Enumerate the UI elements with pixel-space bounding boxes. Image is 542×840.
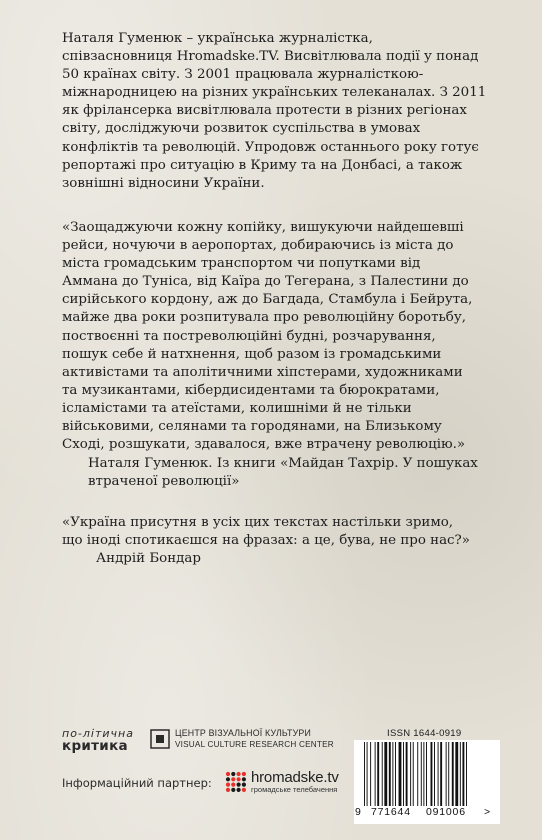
quote-line: «Заощаджуючи кожну копійку, вишукуючи найдешевші (62, 220, 464, 235)
hromadske-logo (225, 770, 339, 794)
hromadske-dot (237, 777, 241, 781)
barcode-digit-group: > (484, 806, 491, 818)
barcode-bar (382, 742, 383, 806)
barcode-bar (448, 742, 449, 806)
bio-line: міжнародницею на різних українських телеканалах. З 2011 (62, 85, 487, 101)
hromadske-dot (226, 788, 230, 792)
barcode-bar (403, 742, 404, 806)
barcode-bar (421, 742, 422, 806)
review-attribution: Андрій Бондар (96, 551, 201, 566)
barcode-bar (395, 742, 396, 806)
barcode-digit-group: 9 (355, 806, 361, 818)
barcode-bar (367, 742, 368, 806)
barcode-bar (462, 742, 464, 806)
hromadske-dot (242, 777, 246, 781)
hromadske-dot (226, 777, 230, 781)
barcode-bar (364, 742, 365, 806)
barcode-bars (362, 742, 480, 806)
barcode-bar (389, 742, 391, 806)
quote-line: «Україна присутня в усіх цих текстах настільки зримо, (62, 515, 454, 530)
barcode-digit-group: 091006 (426, 806, 466, 818)
hromadske-dot (226, 772, 230, 776)
quote-line: пошук себе й натхнення, щоб разом із громадськими (62, 346, 442, 362)
attribution-line: втраченої революції» (88, 474, 240, 490)
quote-line: ісламістами та атеїстами, колишніми й не тільки (62, 400, 412, 416)
hromadske-logo-subtitle: громадське телебачення (251, 785, 338, 794)
bio-line: конфліктів та революцій. Упродовж останнього року готує (62, 139, 479, 155)
cvk-mark-icon (150, 729, 170, 749)
barcode-bar (438, 742, 439, 806)
barcode-bar (431, 742, 433, 806)
quote-line: військовими, селянами та городянами, на Близькому (62, 419, 442, 435)
bio-line: Наталя Гуменюк – українська журналістка, (62, 31, 373, 46)
author-bio (62, 30, 522, 193)
barcode-bar (392, 742, 393, 806)
barcode-bar (413, 742, 414, 806)
bio-line: зовнішні відносини України. (62, 175, 265, 191)
hromadske-dot (231, 782, 235, 786)
barcode-bar (434, 742, 435, 806)
barcode-digit-group: 771644 (371, 806, 411, 818)
quote-line: майже два роки розпитувала про революційну боротьбу, (62, 310, 466, 326)
barcode-bar (375, 742, 376, 806)
publisher-logo-line2: критика (62, 738, 128, 754)
barcode-bar (460, 742, 461, 806)
book-excerpt-quote (62, 219, 522, 454)
barcode-bar (377, 742, 379, 806)
hromadske-dot (237, 788, 241, 792)
hromadske-dot (226, 782, 230, 786)
bio-line: світу, досліджуючи розвиток суспільства в умовах (62, 121, 421, 137)
barcode-bar (426, 742, 427, 806)
barcode-bar (452, 742, 454, 806)
quote-line: активістами та аполітичними хіпстерами, художниками (62, 364, 463, 380)
bio-line: як фрілансерка висвітлювала протести в різних регіонах (62, 103, 467, 119)
barcode-bar (446, 742, 447, 806)
hromadske-dots-icon (225, 771, 247, 793)
info-partner-label: Інформаційний партнер: (62, 776, 212, 790)
barcode (354, 740, 500, 824)
bio-line: співзасновниця Hromadske.TV. Висвітлювала події у понад (62, 49, 479, 65)
barcode-bar (455, 742, 458, 806)
cvk-logo (150, 728, 334, 750)
barcode-bar (466, 742, 467, 806)
hromadske-dot (242, 782, 246, 786)
bio-line: 50 країнах світу. З 2001 працювала журналісткою- (62, 67, 424, 83)
hromadske-dot (237, 782, 241, 786)
barcode-bar (423, 742, 424, 806)
publisher-logo (62, 728, 134, 754)
hromadske-dot (231, 772, 235, 776)
hromadske-dot (231, 788, 235, 792)
barcode-bar (417, 742, 418, 806)
barcode-bar (370, 742, 371, 806)
bio-line: репортажі про ситуацію в Криму та на Донбасі, а також (62, 157, 463, 173)
quote-line: міста громадським транспортом чи попутками від (62, 256, 421, 272)
quote-line: поствоєнні та постреволюційні будні, розчарування, (62, 328, 436, 344)
barcode-bar (399, 742, 402, 806)
review-quote (62, 514, 522, 550)
barcode-bar (384, 742, 387, 806)
issn-number: ISSN 1644-0919 (387, 728, 462, 739)
quote-line: Сході, розшукати, здавалося, вже втрачену революцію.» (62, 437, 466, 453)
barcode-bar (440, 742, 442, 806)
quote-line: Аммана до Туніса, від Каїра до Тегерана, з Палестини до (62, 274, 469, 290)
barcode-bar (406, 742, 408, 806)
hromadske-dot (242, 788, 246, 792)
hromadske-dot (231, 777, 235, 781)
barcode-bar (410, 742, 411, 806)
cvk-name-ua: ЦЕНТР ВІЗУАЛЬНОЇ КУЛЬТУРИ (175, 728, 311, 738)
quote-line: сирійського кордону, аж до Багдада, Стамбула і Бейрута, (62, 292, 473, 308)
excerpt-attribution (88, 455, 518, 491)
cvk-name-en: VISUAL CULTURE RESEARCH CENTER (175, 740, 334, 749)
quote-line: та музикантами, кібердисидентами та бюрократами, (62, 382, 440, 398)
hromadske-dot (237, 772, 241, 776)
publisher-logo-line1: по-літична (62, 727, 134, 740)
quote-line: що іноді спотикаєшся на фразах: а це, бува, не про нас?» (62, 533, 470, 549)
hromadske-dot (242, 772, 246, 776)
attribution-line: Наталя Гуменюк. Із книги «Майдан Тахрір. У пошуках (88, 456, 478, 471)
quote-line: рейси, ночуючи в аеропортах, добираючись із міста до (62, 238, 454, 254)
hromadske-logo-name: hromadske.tv (251, 769, 339, 786)
